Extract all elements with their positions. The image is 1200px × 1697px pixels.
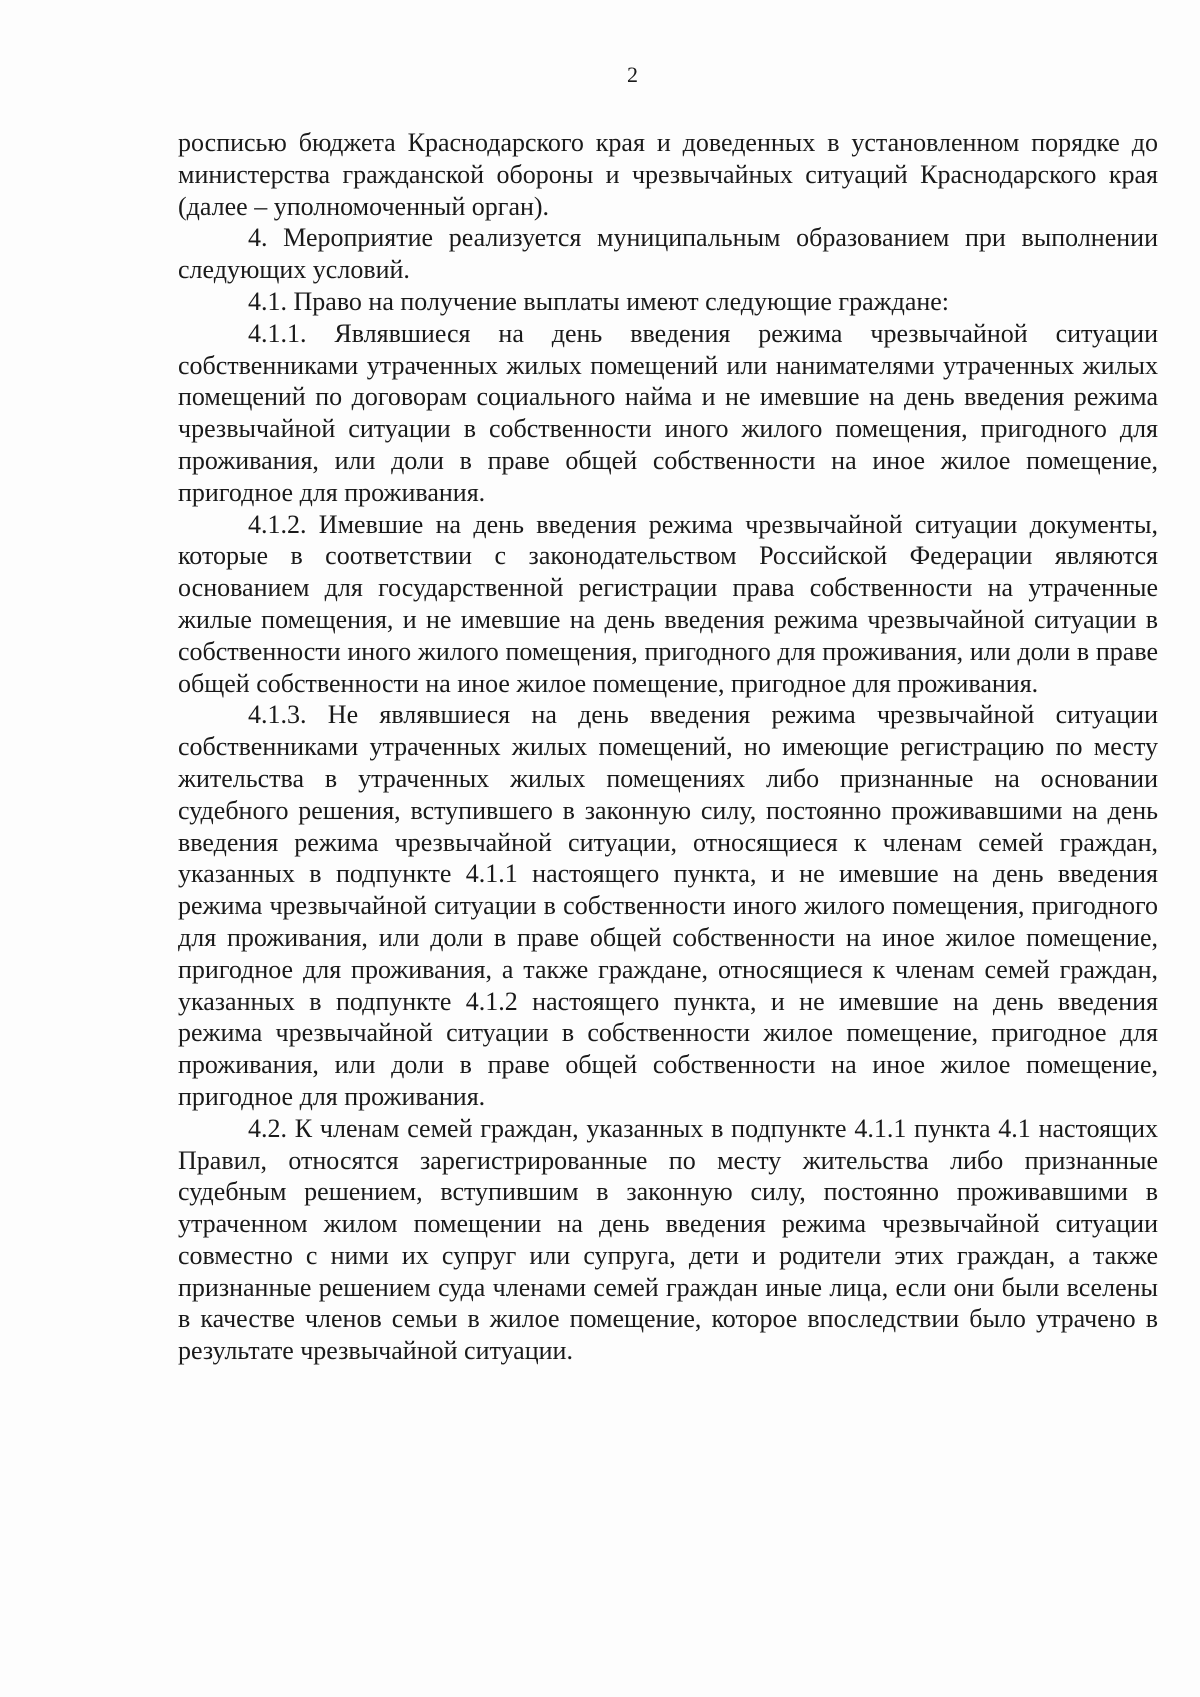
paragraph-4-1: 4.1. Право на получение выплаты имеют следующие граждане: xyxy=(248,286,950,316)
paragraph-4-1-3: 4.1.3. Не являвшиеся на день введения режима чрезвычайной ситуации собственниками утраченных жилых помещений, но имеющие регистрацию по месту жительства в утраченных жилых помещениях либо признанные на основании судебного решения, вступившего в законную силу, постоянно проживавшими на день введения режима чрезвычайной ситуации, относящиеся к членам семей граждан, указанных в подпункте 4.1.1 настоящего пункта, и не имевшие на день введения режима чрезвычайной ситуации в собственности иного жилого помещения, пригодного для проживания, или доли в праве общей собственности на иное жилое помещение, пригодное для проживания, а также граждане, относящиеся к членам семей граждан, указанных в подпункте 4.1.2 настоящего пункта, и не имевшие на день введения режима чрезвычайной ситуации в собственности жилое помещение, пригодное для проживания, или доли в праве общей собственности на иное жилое помещение, пригодное для проживания. xyxy=(178,700,1158,1111)
paragraph-4-2: 4.2. К членам семей граждан, указанных в подпункте 4.1.1 пункта 4.1 настоящих Правил, относятся зарегистрированные по месту жительства либо признанные судебным решением, вступившим в законную силу, постоянно проживавшими в утраченном жилом помещении на день введения режима чрезвычайной ситуации совместно с ними их супруг или супруга, дети и родители этих граждан, а также признанные решением суда членами семей граждан иные лица, если они были вселены в качестве членов семьи в жилое помещение, которое впоследствии было утрачено в результате чрезвычайной ситуации. xyxy=(178,1113,1158,1366)
document-body xyxy=(178,127,1158,1367)
paragraph-continuation: росписью бюджета Краснодарского края и доведенных в установленном порядке до министерства гражданской обороны и чрезвычайных ситуаций Краснодарского края (далее – уполномоченный орган). xyxy=(178,128,1158,221)
paragraph-4-1-2: 4.1.2. Имевшие на день введения режима чрезвычайной ситуации документы, которые в соответствии с законодательством Российской Федерации являются основанием для государственной регистрации права собственности на утраченные жилые помещения, и не имевшие на день введения режима чрезвычайной ситуации в собственности иного жилого помещения, пригодного для проживания, или доли в праве общей собственности на иное жилое помещение, пригодное для проживания. xyxy=(178,509,1158,698)
paragraph-4-1-1: 4.1.1. Являвшиеся на день введения режима чрезвычайной ситуации собственниками утраченных жилых помещений или нанимателями утраченных жилых помещений по договорам социального найма и не имевшие на день введения режима чрезвычайной ситуации в собственности иного жилого помещения, пригодного для проживания, или доли в праве общей собственности на иное жилое помещение, пригодное для проживания. xyxy=(178,318,1158,507)
paragraph-4: 4. Мероприятие реализуется муниципальным образованием при выполнении следующих условий. xyxy=(178,223,1158,285)
page-number: 2 xyxy=(627,62,638,87)
